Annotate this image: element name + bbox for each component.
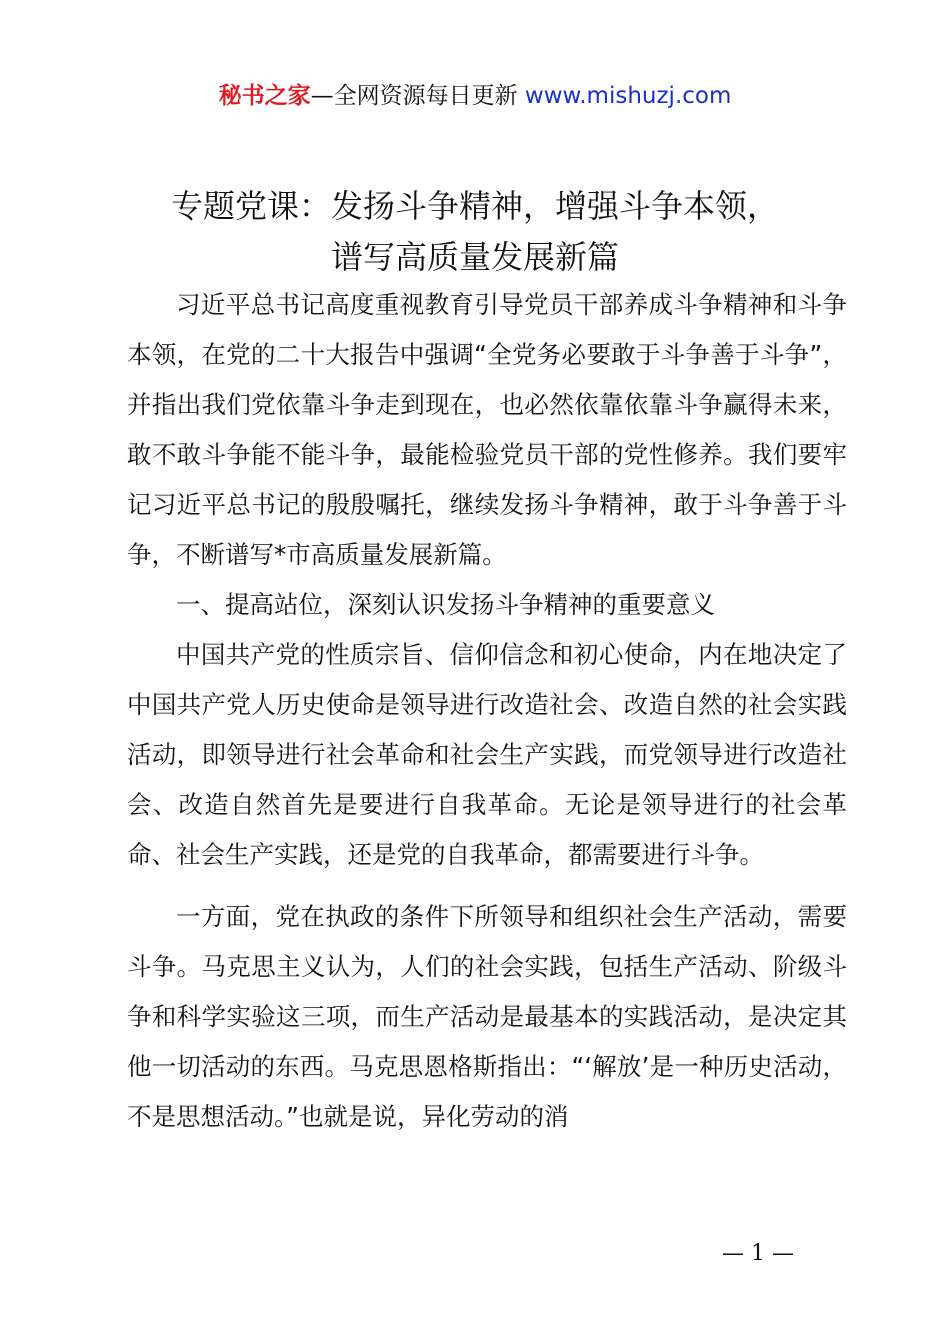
paragraph-on-one-hand: 一方面，党在执政的条件下所领导和组织社会生产活动，需要斗争。马克思主义认为，人们的社会实践，包括生产活动、阶级斗争和科学实验这三项，而生产活动是最基本的实践活动，是决定其他一切活动的东西。马克思恩格斯指出：“‘解放’是一种历史活动，不是思想活动。”也就是说，异化劳动的消	[127, 902, 847, 1131]
site-url[interactable]: www.mishuzj.com	[524, 83, 732, 109]
page-number: — 1 —	[722, 1241, 794, 1266]
paragraph-section-1: 中国共产党的性质宗旨、信仰信念和初心使命，内在地决定了中国共产党人历史使命是领导进行改造社会、改造自然的社会实践活动，即领导进行社会革命和社会生产实践，而党领导进行改造社会、改造自然首先是要进行自我革命。无论是领导进行的社会革命、社会生产实践，还是党的自我革命，都需要进行斗争。	[127, 640, 847, 869]
site-banner	[0, 80, 950, 112]
document-title-line-2: 谱写高质量发展新篇	[330, 238, 619, 276]
banner-tagline: —全网资源每日更新	[310, 83, 518, 109]
document-title-line-1: 专题党课：发扬斗争精神，增强斗争本领，	[170, 187, 779, 225]
brand-name: 秘书之家	[218, 83, 311, 109]
paragraph-intro: 习近平总书记高度重视教育引导党员干部养成斗争精神和斗争本领，在党的二十大报告中强调“全党务必要敢于斗争善于斗争”，并指出我们党依靠斗争走到现在，也必然依靠依靠斗争赢得未来，敢不敢斗争能不能斗争，最能检验党员干部的党性修养。我们要牢记习近平总书记的殷殷嘱托，继续发扬斗争精神，敢于斗争善于斗争，不断谱写*市高质量发展新篇。	[127, 290, 847, 569]
section-heading-1: 一、提高站位，深刻认识发扬斗争精神的重要意义	[176, 590, 715, 619]
document-body	[127, 280, 847, 1142]
